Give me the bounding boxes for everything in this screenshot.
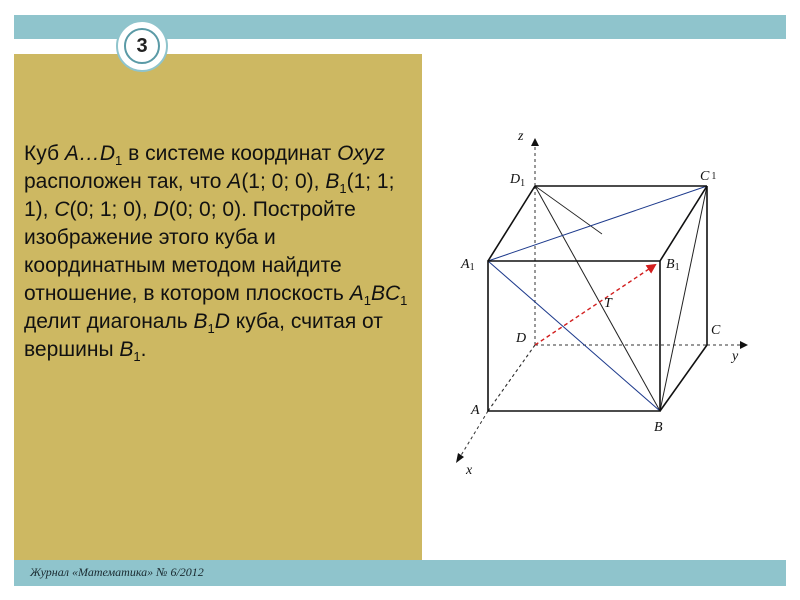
label-B1-sub: 1 <box>674 262 680 273</box>
label-D1: D <box>510 172 521 187</box>
label-C: C <box>711 323 721 338</box>
diag-D1-T <box>535 186 602 234</box>
label-B1: B <box>666 257 675 272</box>
axis-y-arrow <box>740 341 748 349</box>
label-C1-sub: 1 <box>711 171 717 182</box>
label-z: z <box>518 129 524 144</box>
label-D1-sub: 1 <box>520 178 526 189</box>
label-y: y <box>732 349 739 364</box>
axis-x-arrow <box>456 453 464 463</box>
label-A1-sub: 1 <box>469 262 475 273</box>
slide-number: 3 <box>124 28 160 64</box>
edge-B1-C1 <box>660 186 707 261</box>
edge-D-A <box>488 345 535 411</box>
cube-diagram <box>422 54 782 534</box>
label-B: B <box>654 420 663 435</box>
label-T: T <box>604 296 612 311</box>
svg-text:D1 <box>509 172 525 189</box>
problem-text: Куб $A\dots D_1$ в системе координат Oxyz расположен так, что A(1; 0; 0), $B_1(1$; 1; 1), C(0; 1; 0), D(0; 0; 0). Постройте изображение этого куба и координатным методом найдите отношение, в котором плоскость $A_1BC_1$ делит диагональ $B_1D$ куба, считая от вершины $B_1$. <box>24 142 408 365</box>
diagonal-D-B1 <box>535 265 655 345</box>
svg-text:B1 <box>666 257 680 273</box>
citation: Журнал «Математика» № 6/2012 <box>30 565 204 579</box>
diag-A1-C1 <box>488 186 707 261</box>
svg-text:C1 <box>700 169 716 184</box>
label-C1: C <box>700 169 710 184</box>
slide-number-badge <box>116 20 168 72</box>
label-D: D <box>516 331 527 346</box>
diag-A1-B <box>488 261 660 411</box>
label-x: x <box>466 463 473 478</box>
diag-D1-B <box>535 186 660 411</box>
top-band <box>0 0 800 12</box>
axis-z-arrow <box>531 138 539 146</box>
edge-A1-D1 <box>488 186 535 261</box>
svg-text:A1 <box>460 257 475 273</box>
label-A1: A <box>461 257 470 272</box>
label-A: A <box>471 403 480 418</box>
